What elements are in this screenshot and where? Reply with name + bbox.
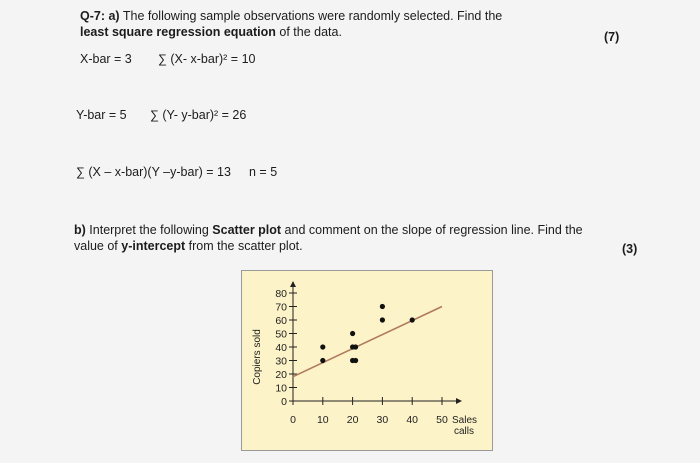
x-axis-label: Sales bbox=[452, 415, 478, 426]
x-tick-label: 10 bbox=[316, 414, 329, 426]
question-part-b: b) bbox=[74, 223, 86, 237]
y-tick-label: 0 bbox=[281, 396, 287, 408]
x-tick-label: 0 bbox=[290, 414, 296, 426]
question-b-text4: from the scatter plot. bbox=[188, 239, 303, 253]
data-point bbox=[410, 317, 415, 322]
question-number: Q-7: bbox=[80, 9, 105, 23]
x-axis-arrow bbox=[456, 398, 462, 404]
x-tick-label: 20 bbox=[346, 414, 359, 426]
question-b-line2 bbox=[74, 239, 303, 253]
question-a-intro: The following sample observations were randomly selected. Find the bbox=[122, 9, 503, 23]
question-a-suffix: of the data. bbox=[279, 25, 342, 39]
question-a-bold-term: least square regression equation bbox=[80, 25, 276, 39]
question-b-text3: value of bbox=[74, 239, 118, 253]
scatter-plot-svg bbox=[242, 271, 492, 450]
question-b-line1 bbox=[74, 223, 583, 237]
question-a-line1 bbox=[80, 9, 502, 23]
question-a-line2 bbox=[80, 25, 342, 39]
stat-sxx: ∑ (X- x-bar)² = 10 bbox=[158, 52, 256, 66]
y-axis-label: Copiers sold bbox=[252, 329, 263, 385]
data-point bbox=[380, 304, 385, 309]
question-b-marks: (3) bbox=[622, 242, 638, 256]
stat-ybar: Y-bar = 5 bbox=[76, 108, 127, 122]
scatter-plot bbox=[241, 270, 493, 451]
question-b-text1: Interpret the following bbox=[89, 223, 209, 237]
stat-n: n = 5 bbox=[249, 165, 278, 179]
x-tick-label: 40 bbox=[406, 414, 419, 426]
question-part-a: a) bbox=[108, 9, 120, 23]
question-b-text2: and comment on the slope of regression line. Find the bbox=[284, 223, 583, 237]
data-point bbox=[353, 358, 358, 363]
data-point bbox=[353, 344, 358, 349]
regression-line bbox=[293, 307, 442, 377]
y-tick-label: 70 bbox=[275, 301, 287, 314]
x-axis-label-line2: calls bbox=[454, 426, 475, 437]
stat-sxy: ∑ (X – x-bar)(Y –y-bar) = 13 bbox=[76, 165, 231, 179]
x-tick-label: 50 bbox=[436, 414, 448, 426]
y-tick-label: 60 bbox=[275, 315, 287, 327]
y-tick-label: 50 bbox=[275, 328, 287, 341]
stat-syy: ∑ (Y- y-bar)² = 26 bbox=[150, 108, 247, 122]
data-point bbox=[320, 344, 325, 349]
stat-xbar: X-bar = 3 bbox=[80, 52, 132, 66]
y-tick-label: 80 bbox=[275, 288, 287, 300]
question-b-bold1: Scatter plot bbox=[212, 223, 282, 237]
y-axis-arrow bbox=[290, 281, 296, 287]
data-point bbox=[320, 358, 325, 363]
question-a-marks: (7) bbox=[604, 30, 620, 44]
x-tick-label: 30 bbox=[376, 414, 389, 426]
data-point bbox=[380, 317, 385, 322]
data-point bbox=[350, 331, 355, 336]
question-b-bold2: y-intercept bbox=[121, 239, 186, 253]
y-tick-label: 10 bbox=[275, 382, 287, 395]
y-tick-label: 40 bbox=[275, 342, 287, 354]
y-tick-label: 30 bbox=[275, 355, 287, 368]
y-tick-label: 20 bbox=[275, 369, 287, 381]
